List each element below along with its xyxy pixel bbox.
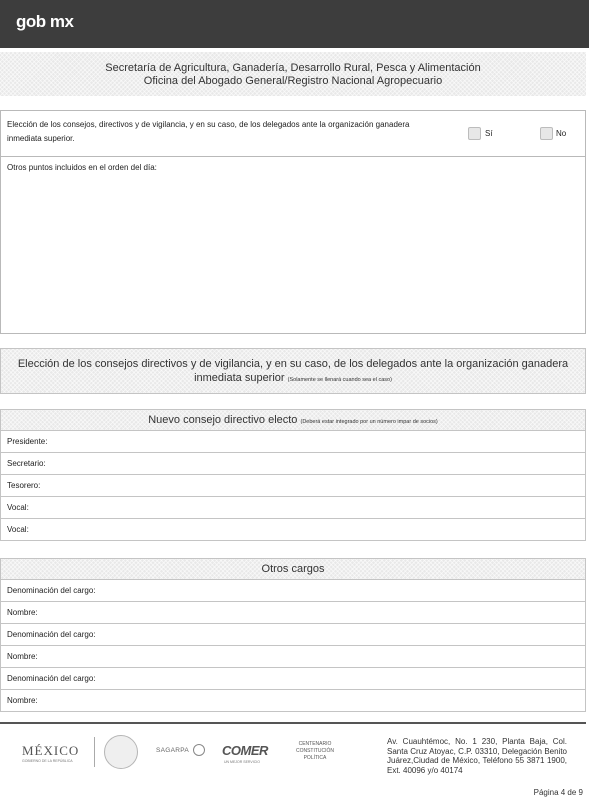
cargo-label-2: Denominación del cargo:: [7, 630, 96, 639]
otros-cargos-title: Otros cargos: [261, 563, 325, 575]
vocal-label-2: Vocal:: [7, 525, 29, 534]
tesorero-label: Tesorero:: [7, 481, 41, 490]
comer-logo: COMER: [222, 743, 268, 758]
eleccion-section-title: Elección de los consejos directivos y de vigilancia, y en su caso, de los delegados ante la organización ganadera inmediata superior: [17, 358, 569, 384]
eleccion-section-band: [0, 348, 586, 394]
header-secretaria: Secretaría de Agricultura, Ganadería, Desarrollo Rural, Pesca y Alimentación: [105, 62, 481, 74]
comer-logo-subtitle: UN MEJOR SERVICIO: [224, 760, 260, 764]
vocal-field-2[interactable]: [0, 519, 586, 541]
vocal-field-1[interactable]: [0, 497, 586, 519]
consejo-title: Nuevo consejo directivo electo: [148, 414, 298, 426]
nombre-label-2: Nombre:: [7, 652, 38, 661]
cargo-field-2[interactable]: [0, 624, 586, 646]
no-checkbox[interactable]: [540, 127, 553, 140]
mexico-logo: MÉXICO: [22, 743, 80, 758]
eleccion-question-text: Elección de los consejos, directivos y de vigilancia, y en su caso, de los delegados ante la organización ganadera inmediata superior.: [7, 120, 410, 143]
page-header: [0, 52, 586, 96]
centenario-title: CENTENARIO: [298, 741, 332, 747]
no-label: No: [556, 129, 567, 138]
eleccion-section-note: (Solamente se llenará cuando sea el caso): [287, 377, 392, 383]
cargo-label-1: Denominación del cargo:: [7, 586, 96, 595]
nombre-field-2[interactable]: [0, 646, 586, 668]
presidente-field[interactable]: [0, 431, 586, 453]
cargo-field-1[interactable]: [0, 580, 586, 602]
centenario-logo: [290, 741, 340, 762]
otros-cargos-section-title: [0, 558, 586, 580]
tesorero-field[interactable]: [0, 475, 586, 497]
yes-checkbox[interactable]: [468, 127, 481, 140]
nombre-label-1: Nombre:: [7, 608, 38, 617]
consejo-note: (Deberá estar integrado por un número impar de socios): [300, 419, 438, 425]
presidente-label: Presidente:: [7, 437, 48, 446]
nombre-field-3[interactable]: [0, 690, 586, 712]
footer-divider: [0, 722, 586, 724]
logo-separator: [94, 737, 95, 767]
gobmx-logo: gob mx: [16, 12, 74, 31]
vocal-label-1: Vocal:: [7, 503, 29, 512]
cargo-field-3[interactable]: [0, 668, 586, 690]
sagarpa-logo: SAGARPA: [156, 747, 190, 754]
centenario-subtitle: CONSTITUCIÓN POLÍTICA: [295, 748, 335, 761]
footer-logos: [18, 735, 358, 771]
otros-puntos-field[interactable]: [0, 156, 586, 334]
otros-puntos-label: Otros puntos incluidos en el orden del día:: [7, 163, 157, 172]
eleccion-question-box: [0, 110, 586, 157]
secretario-field[interactable]: [0, 453, 586, 475]
consejo-section-title: [0, 409, 586, 431]
footer-address: Av. Cuauhtémoc, No. 1 230, Planta Baja, Col. Santa Cruz Atoyac, C.P. 03310, Delegación Benito Juárez,Ciudad de México, Teléfono 55 3871 1900, Ext. 40096 y/o 40174: [387, 737, 567, 775]
secretario-label: Secretario:: [7, 459, 46, 468]
mexico-logo-subtitle: GOBIERNO DE LA REPÚBLICA: [22, 759, 73, 763]
sagarpa-emblem-icon: [193, 744, 205, 756]
national-seal-icon: [104, 735, 138, 769]
nombre-label-3: Nombre:: [7, 696, 38, 705]
top-bar: [0, 0, 589, 48]
page-number: Página 4 de 9: [533, 788, 583, 797]
yes-label: Sí: [485, 129, 493, 138]
nombre-field-1[interactable]: [0, 602, 586, 624]
cargo-label-3: Denominación del cargo:: [7, 674, 96, 683]
header-oficina: Oficina del Abogado General/Registro Nacional Agropecuario: [143, 75, 443, 87]
